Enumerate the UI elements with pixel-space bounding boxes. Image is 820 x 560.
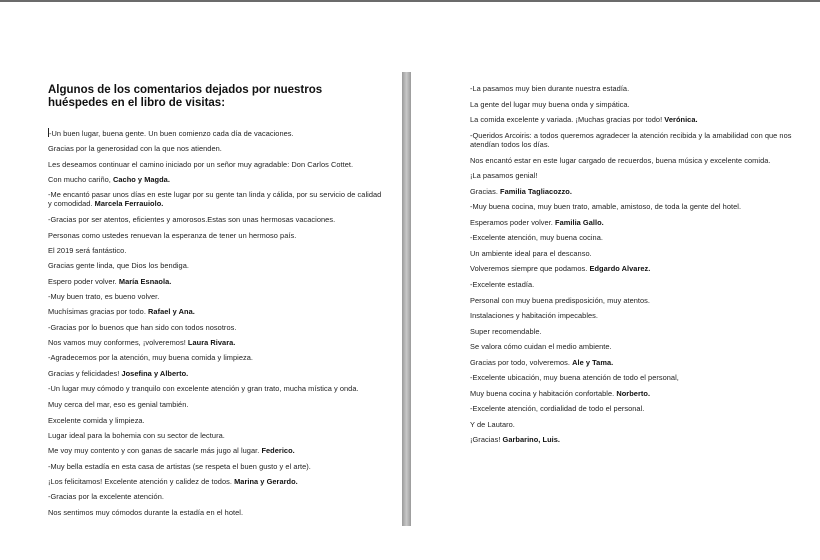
comment-line bbox=[470, 84, 806, 93]
comment-text: Un ambiente ideal para el descanso. bbox=[470, 248, 592, 258]
comment-text: Nos encantó estar en este lugar cargado de recuerdos, buena música y excelente comida. bbox=[470, 155, 771, 165]
guest-signature: Josefina y Alberto. bbox=[121, 368, 189, 378]
comment-line bbox=[470, 296, 806, 305]
comment-text: La gente del lugar muy buena onda y simpática. bbox=[470, 99, 630, 109]
comment-line bbox=[48, 416, 384, 425]
top-rule bbox=[0, 0, 820, 2]
comment-text: Gracias y felicidades! bbox=[48, 368, 122, 378]
comment-text: Muchísimas gracias por todo. bbox=[48, 307, 149, 317]
comment-line bbox=[48, 400, 384, 409]
comment-line bbox=[48, 144, 384, 153]
comment-text: Nos vamos muy conformes, ¡volveremos! bbox=[48, 338, 188, 348]
comment-line bbox=[470, 342, 806, 351]
comments-column-left bbox=[48, 128, 384, 517]
comment-line bbox=[48, 369, 384, 378]
document-heading: Algunos de los comentarios dejados por nuestros huéspedes en el libro de visitas: bbox=[48, 84, 323, 109]
comment-line bbox=[48, 446, 384, 455]
comment-line bbox=[48, 508, 384, 517]
comment-line bbox=[48, 384, 384, 393]
comment-line bbox=[470, 327, 806, 336]
comment-text: -Muy bella estadía en esta casa de artistas (se respeta el buen gusto y el arte). bbox=[48, 461, 311, 471]
comment-line bbox=[48, 292, 384, 301]
comment-text: El 2019 será fantástico. bbox=[48, 246, 127, 256]
comment-text: Muy buena cocina y habitación confortable. bbox=[470, 388, 617, 398]
comment-text: -Excelente atención, cordialidad de todo el personal. bbox=[470, 404, 645, 414]
comment-text: -Un lugar muy cómodo y tranquilo con excelente atención y gran trato, mucha mística y onda. bbox=[48, 384, 359, 394]
guest-signature: Marina y Gerardo. bbox=[234, 476, 298, 486]
comment-text: Excelente comida y limpieza. bbox=[48, 415, 145, 425]
comment-line bbox=[470, 202, 806, 211]
page-separator bbox=[402, 72, 411, 526]
guest-signature: Marcela Ferrauiolo. bbox=[94, 199, 164, 209]
comment-text: Personal con muy buena predisposición, muy atentos. bbox=[470, 295, 651, 305]
comment-text: -Agradecemos por la atención, muy buena comida y limpieza. bbox=[48, 353, 254, 363]
comment-line bbox=[470, 373, 806, 382]
comment-line bbox=[48, 246, 384, 255]
comment-line bbox=[470, 115, 806, 124]
comment-text: Gracias por la generosidad con la que nos atienden. bbox=[48, 144, 222, 154]
comment-line bbox=[48, 190, 384, 208]
comment-text: Con mucho cariño, bbox=[48, 175, 113, 185]
comment-line bbox=[470, 404, 806, 413]
comment-text: Volveremos siempre que podamos. bbox=[470, 264, 590, 274]
comment-line bbox=[470, 171, 806, 180]
comment-line bbox=[48, 338, 384, 347]
comment-text: Y de Lautaro. bbox=[470, 419, 515, 429]
comment-line bbox=[48, 323, 384, 332]
comment-text: Personas como ustedes renuevan la esperanza de tener un hermoso país. bbox=[48, 230, 297, 240]
comment-line bbox=[470, 311, 806, 320]
comment-line bbox=[48, 160, 384, 169]
comment-line bbox=[470, 264, 806, 273]
document-page-left bbox=[48, 84, 384, 523]
guest-signature: Familia Gallo. bbox=[555, 217, 604, 227]
comment-text: ¡Gracias! bbox=[470, 435, 503, 445]
comment-text: -Muy buena cocina, muy buen trato, amable, amistoso, de toda la gente del hotel. bbox=[470, 202, 742, 212]
comment-text: ¡La pasamos genial! bbox=[470, 171, 538, 181]
comment-text: Gracias gente linda, que Dios los bendiga. bbox=[48, 261, 189, 271]
comment-line bbox=[470, 435, 806, 444]
comment-text: -Gracias por la excelente atención. bbox=[48, 492, 164, 502]
comment-text: Lugar ideal para la bohemia con su sector de lectura. bbox=[48, 430, 225, 440]
comment-line bbox=[470, 233, 806, 242]
comment-line bbox=[470, 218, 806, 227]
comment-line bbox=[470, 100, 806, 109]
comment-line bbox=[470, 358, 806, 367]
comment-line bbox=[48, 477, 384, 486]
comment-line bbox=[48, 128, 384, 138]
guest-signature: Familia Tagliacozzo. bbox=[500, 186, 572, 196]
guest-signature: Edgardo Alvarez. bbox=[589, 264, 651, 274]
comment-text: -La pasamos muy bien durante nuestra estadía. bbox=[470, 84, 630, 93]
comment-text: Espero poder volver. bbox=[48, 276, 119, 286]
comment-text: -Queridos Arcoiris: a todos queremos agradecer la atención recibida y la amabilidad con que nos atendían todos los días. bbox=[470, 130, 792, 149]
comment-text: -Gracias por ser atentos, eficientes y amorosos.Estas son unas hermosas vacaciones. bbox=[48, 215, 336, 225]
guest-signature: Federico. bbox=[261, 446, 295, 456]
guest-signature: Laura Rivara. bbox=[187, 338, 236, 348]
comment-text: Muy cerca del mar, eso es genial también. bbox=[48, 400, 189, 410]
comment-line bbox=[48, 215, 384, 224]
comment-line bbox=[48, 175, 384, 184]
comment-line bbox=[470, 420, 806, 429]
comment-line bbox=[470, 187, 806, 196]
comment-line bbox=[48, 462, 384, 471]
comment-line bbox=[470, 156, 806, 165]
comment-text: -Excelente estadía. bbox=[470, 280, 535, 290]
comment-text: Super recomendable. bbox=[470, 326, 542, 336]
comment-line bbox=[48, 492, 384, 501]
guest-signature: Rafael y Ana. bbox=[148, 307, 195, 317]
comment-line bbox=[48, 261, 384, 270]
comment-text: Me voy muy contento y con ganas de sacarle más jugo al lugar. bbox=[48, 446, 262, 456]
guest-signature: Norberto. bbox=[616, 388, 651, 398]
comment-line bbox=[48, 431, 384, 440]
comment-text: -Excelente atención, muy buena cocina. bbox=[470, 233, 603, 243]
comment-text: -Me encantó pasar unos días en este lugar por su gente tan linda y cálida, por su servicio de calidad y comodidad. bbox=[48, 190, 382, 209]
comment-text: -Muy buen trato, es bueno volver. bbox=[48, 292, 160, 302]
guest-signature: María Esnaola. bbox=[118, 276, 172, 286]
comment-text: Gracias. bbox=[470, 186, 501, 196]
comment-line bbox=[470, 389, 806, 398]
comment-text: Esperamos poder volver. bbox=[470, 217, 556, 227]
comment-line bbox=[470, 249, 806, 258]
comment-text: -Excelente ubicación, muy buena atención de todo el personal, bbox=[470, 373, 679, 383]
comment-line bbox=[48, 231, 384, 240]
guest-signature: Garbarino, Luis. bbox=[502, 435, 561, 445]
comment-text: Se valora cómo cuidan el medio ambiente. bbox=[470, 342, 612, 352]
comment-line bbox=[470, 131, 806, 149]
comment-text: -Gracias por lo buenos que han sido con todos nosotros. bbox=[48, 322, 237, 332]
comment-line bbox=[48, 307, 384, 316]
comment-text: -Un buen lugar, buena gente. Un buen comienzo cada día de vacaciones. bbox=[49, 129, 294, 138]
comment-line bbox=[470, 280, 806, 289]
comment-text: ¡Los felicitamos! Excelente atención y calidez de todos. bbox=[48, 476, 235, 486]
comment-text: La comida excelente y variada. ¡Muchas gracias por todo! bbox=[470, 115, 665, 125]
comment-line bbox=[48, 277, 384, 286]
guest-signature: Verónica. bbox=[664, 115, 698, 125]
document-page-right bbox=[470, 84, 806, 451]
comment-text: Nos sentimos muy cómodos durante la estadía en el hotel. bbox=[48, 507, 244, 517]
comment-text: Instalaciones y habitación impecables. bbox=[470, 311, 599, 321]
guest-signature: Cacho y Magda. bbox=[112, 175, 170, 185]
comment-text: Gracias por todo, volveremos. bbox=[470, 357, 573, 367]
guest-signature: Ale y Tama. bbox=[572, 357, 614, 367]
comment-line bbox=[48, 353, 384, 362]
comments-column-right bbox=[470, 84, 806, 444]
comment-text: Les deseamos continuar el camino iniciado por un señor muy agradable: Don Carlos Cottet. bbox=[48, 159, 354, 169]
